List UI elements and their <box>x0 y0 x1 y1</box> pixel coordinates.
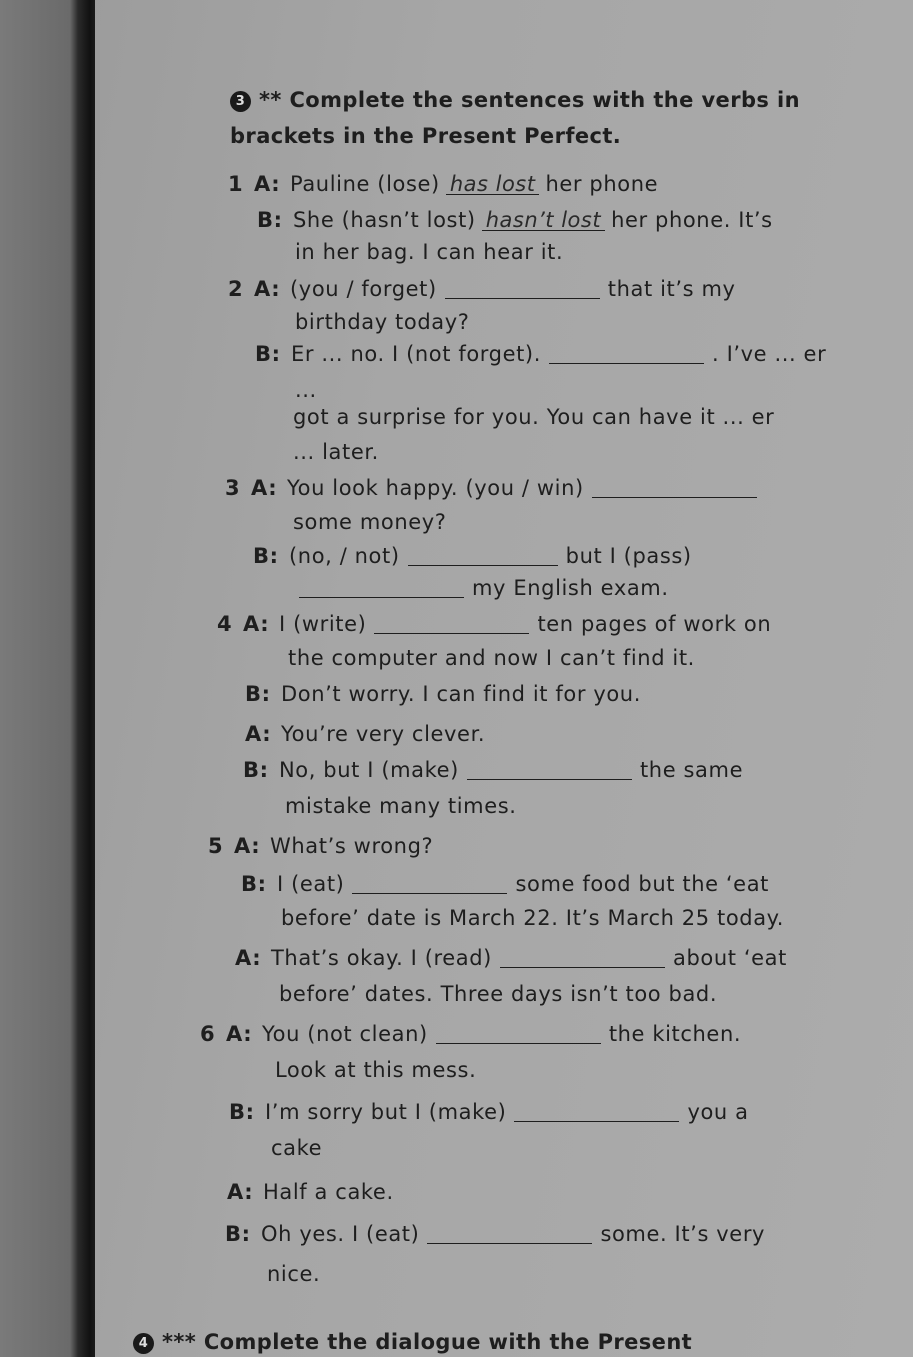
sentence-text: her phone <box>545 172 659 196</box>
answer-blank[interactable] <box>445 278 600 299</box>
sentence-line <box>241 872 769 896</box>
item-number: 4 <box>217 612 233 636</box>
speaker-label: B: <box>245 682 271 706</box>
sentence-text: the same <box>639 758 744 782</box>
sentence-text: What’s wrong? <box>270 834 434 858</box>
item-number: 5 <box>208 834 224 858</box>
sentence-text: Oh yes. I (eat) <box>261 1222 420 1246</box>
sentence-line <box>295 240 563 264</box>
item-number: 6 <box>200 1022 216 1046</box>
sentence-line <box>281 906 784 930</box>
sentence-text: my English exam. <box>472 576 669 600</box>
answer-filled[interactable]: has lost <box>446 174 540 195</box>
sentence-line <box>200 1022 741 1046</box>
answer-blank[interactable] <box>514 1101 679 1122</box>
sentence-line <box>245 722 485 746</box>
sentence-text: you a <box>687 1100 749 1124</box>
sentence-line <box>255 342 826 366</box>
sentence-line <box>288 646 695 670</box>
sentence-line <box>217 612 771 636</box>
sentence-text: (no, / not) <box>289 544 400 568</box>
book-spine-shadow <box>0 0 95 1357</box>
sentence-line <box>295 310 470 334</box>
sentence-text: got a surprise for you. You can have it ... er <box>293 405 775 429</box>
exercise-3-title-line2: brackets in the Present Perfect. <box>230 124 622 148</box>
sentence-line <box>225 476 765 500</box>
item-number: 2 <box>228 277 244 301</box>
speaker-label: A: <box>251 476 278 500</box>
exercise-4-number: 4 <box>133 1333 154 1354</box>
sentence-text: No, but I (make) <box>279 758 459 782</box>
sentence-line <box>228 277 736 301</box>
item-number: 3 <box>225 476 241 500</box>
sentence-text: before’ date is March 22. It’s March 25 today. <box>281 906 784 930</box>
answer-blank[interactable] <box>299 577 464 598</box>
workbook-page <box>95 0 913 1357</box>
answer-blank[interactable] <box>500 947 665 968</box>
sentence-line <box>229 1100 749 1124</box>
answer-blank[interactable] <box>427 1223 592 1244</box>
sentence-text: in her bag. I can hear it. <box>295 240 564 264</box>
sentence-text: . I’ve ... er <box>712 342 827 366</box>
item-number: 1 <box>228 172 244 196</box>
speaker-label: B: <box>241 872 267 896</box>
speaker-label: A: <box>227 1180 254 1204</box>
speaker-label: B: <box>229 1100 255 1124</box>
answer-filled[interactable]: hasn’t lost <box>482 210 605 231</box>
sentence-text: Look at this mess. <box>275 1058 477 1082</box>
sentence-text: some food but the ‘eat <box>515 872 770 896</box>
sentence-line <box>275 1058 476 1082</box>
sentence-text: some. It’s very <box>600 1222 766 1246</box>
sentence-line <box>285 794 517 818</box>
sentence-text: Half a cake. <box>263 1180 394 1204</box>
sentence-text: That’s okay. I (read) <box>271 946 492 970</box>
answer-blank[interactable] <box>467 759 632 780</box>
speaker-label: B: <box>225 1222 251 1246</box>
answer-blank[interactable] <box>408 545 558 566</box>
sentence-line <box>267 1262 320 1286</box>
exercise-3-number: 3 <box>230 91 251 112</box>
exercise-4-title-line1: *** Complete the dialogue with the Present <box>162 1330 693 1354</box>
exercise-3-title-line1: ** Complete the sentences with the verbs in <box>259 88 800 112</box>
sentence-text: some money? <box>293 510 447 534</box>
speaker-label: A: <box>254 172 281 196</box>
sentence-line <box>228 172 658 196</box>
speaker-label: A: <box>243 612 270 636</box>
sentence-text: I (write) <box>279 612 367 636</box>
sentence-line <box>257 208 773 232</box>
sentence-line <box>271 1136 322 1160</box>
sentence-text: You (not clean) <box>262 1022 428 1046</box>
speaker-label: A: <box>226 1022 253 1046</box>
sentence-text: nice. <box>267 1262 321 1286</box>
sentence-text: ten pages of work on <box>537 612 772 636</box>
sentence-line <box>235 946 787 970</box>
answer-blank[interactable] <box>549 343 704 364</box>
sentence-text: cake <box>271 1136 323 1160</box>
sentence-line <box>227 1180 394 1204</box>
sentence-text: Er ... no. I (not forget). <box>291 342 542 366</box>
sentence-text: ... later. <box>293 440 379 464</box>
sentence-line <box>293 510 447 534</box>
speaker-label: A: <box>245 722 272 746</box>
sentence-text: about ‘eat <box>672 946 787 970</box>
sentence-text: Pauline (lose) <box>290 172 440 196</box>
speaker-label: A: <box>254 277 281 301</box>
sentence-line <box>293 405 774 429</box>
sentence-text: mistake many times. <box>285 794 517 818</box>
answer-blank[interactable] <box>436 1023 601 1044</box>
sentence-text: You look happy. (you / win) <box>287 476 584 500</box>
sentence-text: I (eat) <box>277 872 345 896</box>
answer-blank[interactable] <box>592 477 757 498</box>
speaker-label: B: <box>253 544 279 568</box>
sentence-line <box>279 982 717 1006</box>
speaker-label: A: <box>234 834 261 858</box>
sentence-text: I’m sorry but I (make) <box>265 1100 507 1124</box>
sentence-text: the computer and now I can’t find it. <box>288 646 695 670</box>
sentence-line <box>243 758 743 782</box>
sentence-line <box>293 440 379 464</box>
sentence-text: before’ dates. Three days isn’t too bad. <box>279 982 718 1006</box>
speaker-label: A: <box>235 946 262 970</box>
sentence-line <box>225 1222 765 1246</box>
sentence-line <box>208 834 433 858</box>
answer-blank[interactable] <box>374 613 529 634</box>
sentence-line <box>291 576 669 600</box>
exercise-4-heading <box>133 1330 692 1354</box>
sentence-line <box>245 682 641 706</box>
sentence-text: but I (pass) <box>565 544 692 568</box>
sentence-text: She (hasn’t lost) <box>293 208 476 232</box>
speaker-label: B: <box>255 342 281 366</box>
speaker-label: B: <box>257 208 283 232</box>
sentence-text: You’re very clever. <box>281 722 486 746</box>
sentence-line <box>295 378 317 402</box>
sentence-text: birthday today? <box>295 310 470 334</box>
answer-blank[interactable] <box>352 873 507 894</box>
sentence-text: ... <box>295 378 317 402</box>
sentence-line <box>253 544 692 568</box>
sentence-text: (you / forget) <box>290 277 437 301</box>
sentence-text: that it’s my <box>607 277 736 301</box>
sentence-text: the kitchen. <box>608 1022 742 1046</box>
speaker-label: B: <box>243 758 269 782</box>
sentence-text: her phone. It’s <box>611 208 773 232</box>
exercise-3-heading <box>230 88 800 112</box>
sentence-text: Don’t worry. I can find it for you. <box>281 682 641 706</box>
